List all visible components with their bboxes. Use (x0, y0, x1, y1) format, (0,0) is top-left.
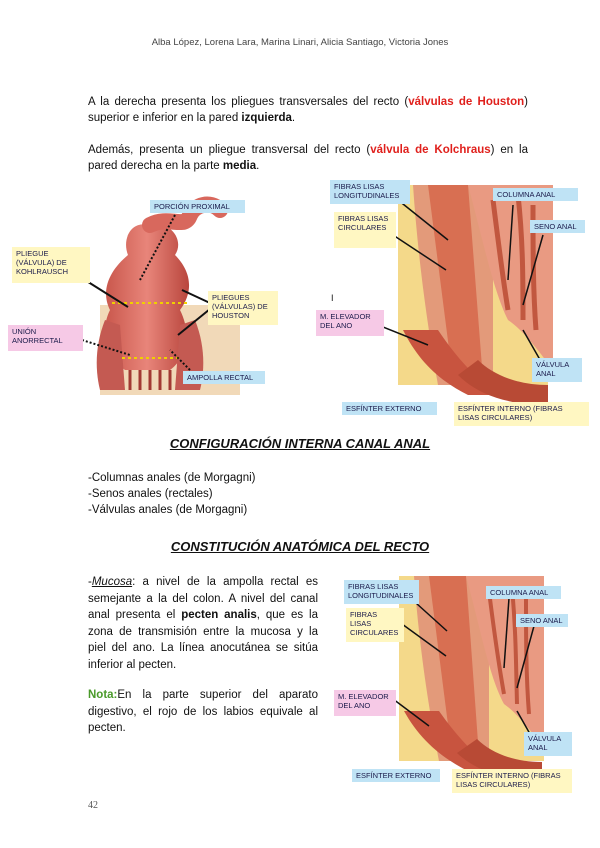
intro-p1-text-b: ) superior e inferior en la pared (88, 96, 528, 124)
intro-p2-bold: media (222, 160, 257, 172)
mucosa-text-c: , que es la zona de transmisión entre la mucosa y la piel del ano. La línea anocutánea se sitúa inferior al pecten. (88, 609, 318, 671)
fig2-label-columna-anal: COLUMNA ANAL (493, 188, 578, 201)
fig3-label-interno: ESFÍNTER INTERNO (FIBRAS LISAS CIRCULARES) (452, 769, 572, 793)
nota-label: Nota: (88, 689, 118, 701)
fig2-label-seno-anal: SENO ANAL (530, 220, 585, 233)
intro-paragraph-1 (88, 94, 528, 126)
nota-text: En la parte superior del aparato digestivo, el rojo de los labios equivale al pecten. (88, 689, 318, 734)
label-ampolla-rectal: AMPOLLA RECTAL (183, 371, 265, 384)
label-porcion-proximal: PORCIÓN PROXIMAL (150, 200, 245, 213)
fig2-label-circulares: FIBRAS LISAS CIRCULARES (334, 212, 396, 248)
intro-paragraph-2 (88, 142, 528, 174)
page-header-authors: Alba López, Lorena Lara, Marina Linari, Alicia Santiago, Victoria Jones (151, 37, 449, 48)
fig3-label-longitudinales: FIBRAS LISAS LONGITUDINALES (344, 580, 419, 604)
nota-paragraph (88, 687, 318, 737)
intro-p2-text-b: ) en la pared derecha en la parte (88, 144, 529, 172)
mucosa-text-b: : a nivel de la ampolla rectal es semejante a la del colon. A nivel del canal anal presenta el (88, 576, 318, 621)
list-item: -Columnas anales (de Morgagni) (88, 472, 256, 484)
mucosa-label: Mucosa (91, 576, 133, 588)
configuracion-list (88, 470, 255, 518)
fig2-label-interno: ESFÍNTER INTERNO (FIBRAS LISAS CIRCULARES) (454, 402, 589, 426)
figure-anal-canal-1 (318, 180, 593, 428)
intro-p1-houston: válvulas de Houston (408, 96, 525, 108)
fig2-label-valvula: VÁLVULA ANAL (532, 358, 582, 382)
label-houston: PLIEGUES (VÁLVULAS) DE HOUSTON (208, 291, 278, 325)
label-kohlrausch: PLIEGUE (VÁLVULA) DE KOHLRAUSCH (12, 247, 90, 283)
label-union-anorrectal: UNIÓN ANORRECTAL (8, 325, 83, 351)
intro-p2-text-c: . (256, 160, 260, 172)
fig3-label-columna-anal: COLUMNA ANAL (486, 586, 561, 599)
section-heading-constitucion: CONSTITUCIÓN ANATÓMICA DEL RECTO (170, 539, 430, 554)
list-item: -Válvulas anales (de Morgagni) (88, 504, 248, 516)
mucosa-dash: - (88, 576, 92, 588)
page-number: 42 (88, 800, 98, 811)
fig3-label-seno-anal: SENO ANAL (516, 614, 568, 627)
intro-p1-text-c: . (291, 112, 296, 124)
figure-anal-canal-2 (334, 576, 574, 798)
intro-p1-text-a: A la derecha presenta los pliegues transversales del recto ( (88, 96, 409, 108)
pecten-analis: pecten analis (181, 609, 257, 621)
rectum-illustration (0, 185, 300, 395)
fig2-label-externo: ESFÍNTER EXTERNO (342, 402, 437, 415)
intro-p2-text-a: Además, presenta un pliegue transversal del recto ( (88, 144, 371, 156)
intro-p1-bold: izquierda (241, 112, 292, 124)
fig3-label-circulares: FIBRAS LISAS CIRCULARES (346, 608, 404, 642)
fig3-label-externo: ESFÍNTER EXTERNO (352, 769, 440, 782)
fig2-label-longitudinales: FIBRAS LISAS LONGITUDINALES (330, 180, 410, 204)
fig3-label-elevador: M. ELEVADOR DEL ANO (334, 690, 396, 716)
figure-rectum-valves (0, 185, 300, 395)
list-item: -Senos anales (rectales) (88, 488, 213, 500)
section-heading-configuracion: CONFIGURACIÓN INTERNA CANAL ANAL (169, 436, 431, 451)
intro-p2-kolchraus: válvula de Kolchraus (370, 144, 491, 156)
fig2-marker: I (331, 293, 334, 303)
mucosa-paragraph (88, 574, 318, 673)
fig3-label-valvula: VÁLVULA ANAL (524, 732, 572, 756)
fig2-label-elevador: M. ELEVADOR DEL ANO (316, 310, 384, 336)
